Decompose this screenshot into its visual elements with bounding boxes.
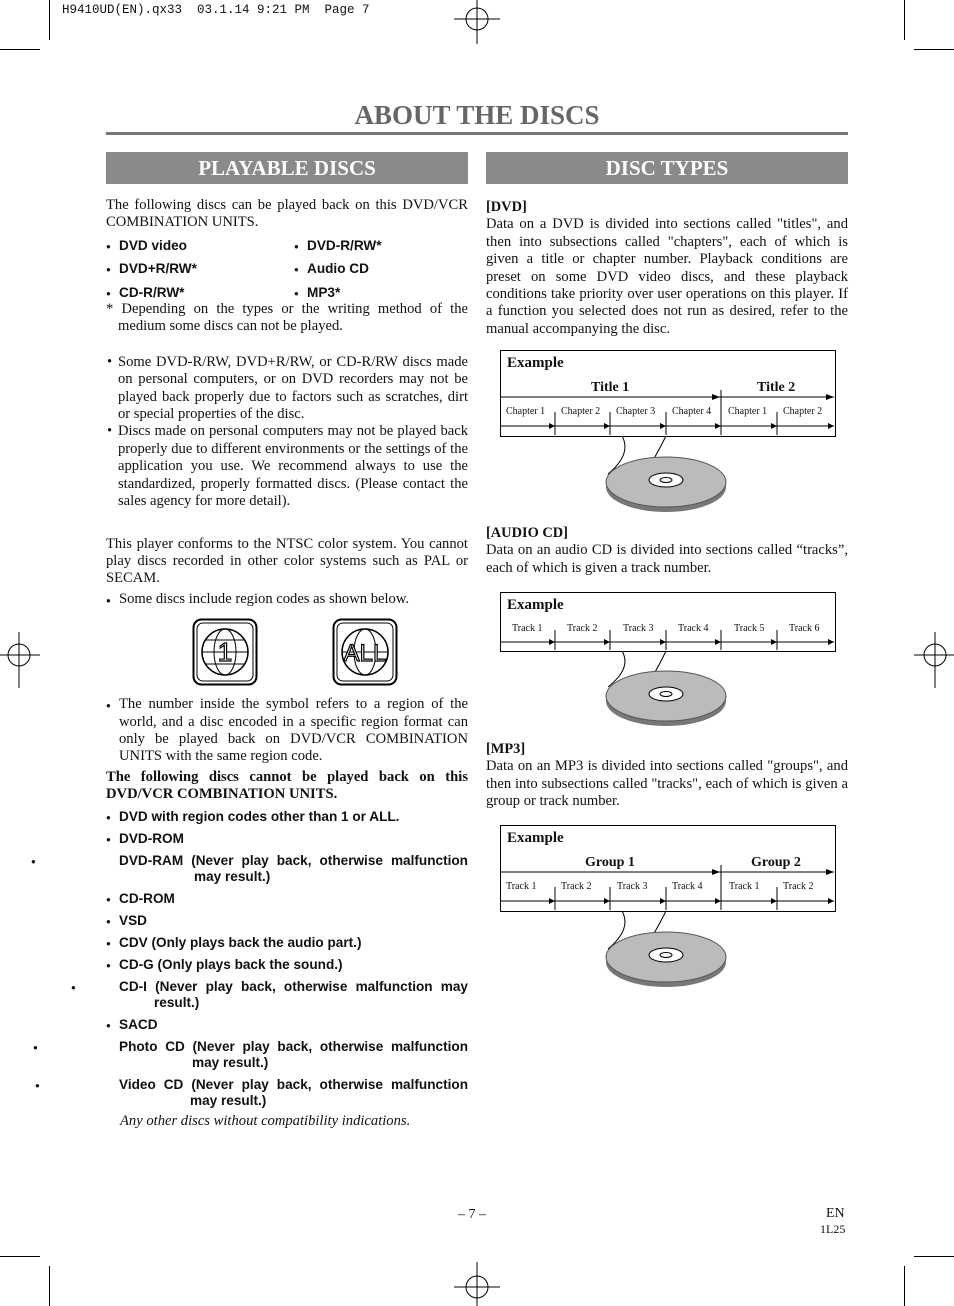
model-code: 1L25	[820, 1222, 846, 1236]
segment-label: Chapter 4	[672, 406, 712, 417]
cannot-item: ● SACD	[106, 1017, 468, 1033]
registration-mark-bottom	[450, 1262, 504, 1306]
example-label: Example	[507, 830, 564, 846]
playable-intro: The following discs can be played back on this DVD/VCR COMBINATION UNITS.	[106, 197, 468, 231]
segment-label: Track 2	[567, 623, 598, 634]
region-note: ● The number inside the symbol refers to a region of the world, and a disc encoded in a specific region format can only be played back on DVD/VCR COMBINATION UNITS with the same region code.	[106, 696, 468, 766]
closing-note: Any other discs without compatibility indications.	[120, 1112, 411, 1129]
mp3-label: [MP3]	[486, 741, 526, 757]
group-label: Title 2	[757, 380, 796, 395]
dvd-label: [DVD]	[486, 199, 527, 215]
segment-label: Chapter 2	[561, 406, 601, 417]
disc-types-heading: DISC TYPES	[486, 152, 848, 184]
playable-discs-heading: PLAYABLE DISCS	[106, 152, 468, 184]
segment-label: Chapter 2	[783, 406, 823, 417]
dvd-section	[486, 199, 848, 338]
title-rule	[106, 132, 848, 135]
cd-structure-diagram	[500, 592, 834, 732]
region-code-label: ALL	[343, 640, 387, 668]
segment-label: Chapter 3	[616, 406, 656, 417]
cannot-play-heading: The following discs cannot be played back on this DVD/VCR COMBINATION UNITS.	[106, 768, 468, 803]
pc-disc-bullet: • Discs made on personal computers may not be played back properly due to different environments or the settings of the application you use. We recommend always to use the standardized, properly formatted discs. (Please contact the sales agency for more detail).	[106, 423, 468, 510]
group-label: Group 2	[751, 855, 801, 870]
cannot-item: ● DVD-RAM (Never play back, otherwise malfunction may result.)	[106, 853, 468, 885]
region-code-label: 1	[217, 637, 233, 668]
segment-label: Chapter 1	[506, 406, 546, 417]
example-label: Example	[507, 597, 564, 613]
disc-item: ● DVD video	[106, 237, 294, 254]
segment-label: Track 4	[678, 623, 709, 634]
registration-mark-top	[450, 0, 504, 44]
audio-cd-text: Data on an audio CD is divided into sections called “tracks”, each of which is given a track number.	[486, 542, 848, 576]
region-intro: ● Some discs include region codes as shown below.	[106, 591, 468, 608]
left-column	[106, 197, 468, 1130]
playable-disc-list	[106, 237, 468, 301]
cannot-item: ● CDV (Only plays back the audio part.)	[106, 935, 468, 951]
file-header: H9410UD(EN).qx33 03.1.14 9:21 PM Page 7	[62, 3, 370, 17]
mp3-section	[486, 741, 848, 811]
disc-item: ● DVD-R/RW*	[294, 237, 464, 254]
cannot-item: ● DVD with region codes other than 1 or ALL.	[106, 809, 468, 825]
segment-label: Track 3	[623, 623, 654, 634]
mp3-structure-diagram	[500, 825, 834, 993]
example-label: Example	[507, 355, 564, 371]
region-1-icon	[192, 618, 258, 686]
segment-label: Track 3	[617, 881, 648, 892]
group-label: Title 1	[591, 380, 630, 395]
dvd-structure-diagram	[500, 350, 834, 515]
region-all-icon	[332, 618, 398, 686]
dvd-text: Data on a DVD is divided into sections called "titles", and then into subsections called "chapters", each of which is given a title or chapter number. Playback conditions are preset on some DVD video discs, and these playback conditions take priority over user operations on this player. If a function you selected does not run as desired, refer to the manual accompanying the disc.	[486, 216, 848, 337]
page-number: – 7 –	[458, 1207, 486, 1222]
disc-item: ● Audio CD	[294, 260, 464, 277]
segment-label: Chapter 1	[728, 406, 768, 417]
cannot-play-list	[106, 809, 468, 1109]
cannot-item: ● Photo CD (Never play back, otherwise malfunction may result.)	[106, 1039, 468, 1071]
mp3-text: Data on an MP3 is divided into sections called "groups", and then into subsections called "tracks", each of which is given a group or track number.	[486, 758, 848, 810]
cannot-item: ● Video CD (Never play back, otherwise malfunction may result.)	[106, 1077, 468, 1109]
registration-mark-right	[914, 630, 954, 690]
disc-item: ● MP3*	[294, 284, 464, 301]
segment-label: Track 1	[729, 881, 760, 892]
language-code: EN	[826, 1206, 845, 1221]
segment-label: Track 6	[789, 623, 820, 634]
segment-label: Track 5	[734, 623, 765, 634]
region-symbols	[106, 612, 468, 696]
disc-item: ● CD-R/RW*	[106, 284, 294, 301]
cannot-item: ● VSD	[106, 913, 468, 929]
cannot-item: ● CD-I (Never play back, otherwise malfunction may result.)	[106, 979, 468, 1011]
group-label: Group 1	[585, 855, 635, 870]
segment-label: Track 1	[506, 881, 537, 892]
pc-disc-bullet: • Some DVD-R/RW, DVD+R/RW, or CD-R/RW discs made on personal computers, or on DVD recorders may not be played back properly due to factors such as scratches, dirt or special properties of the disc.	[106, 354, 468, 424]
disc-item: ● DVD+R/RW*	[106, 260, 294, 277]
segment-label: Track 1	[512, 623, 543, 634]
segment-label: Track 4	[672, 881, 703, 892]
segment-label: Track 2	[783, 881, 814, 892]
segment-label: Track 2	[561, 881, 592, 892]
audio-cd-label: [AUDIO CD]	[486, 525, 568, 541]
audio-cd-section	[486, 525, 848, 577]
registration-mark-left	[0, 630, 40, 690]
cannot-item: ● DVD-ROM	[106, 831, 468, 847]
ntsc-text: This player conforms to the NTSC color system. You cannot play discs recorded in other color systems such as PAL or SECAM.	[106, 535, 468, 587]
cannot-item: ● CD-ROM	[106, 891, 468, 907]
page-title: ABOUT THE DISCS	[354, 100, 600, 130]
playable-note: * Depending on the types or the writing method of the medium some discs can not be played.	[106, 301, 468, 335]
cannot-item: ● CD-G (Only plays back the sound.)	[106, 957, 468, 973]
